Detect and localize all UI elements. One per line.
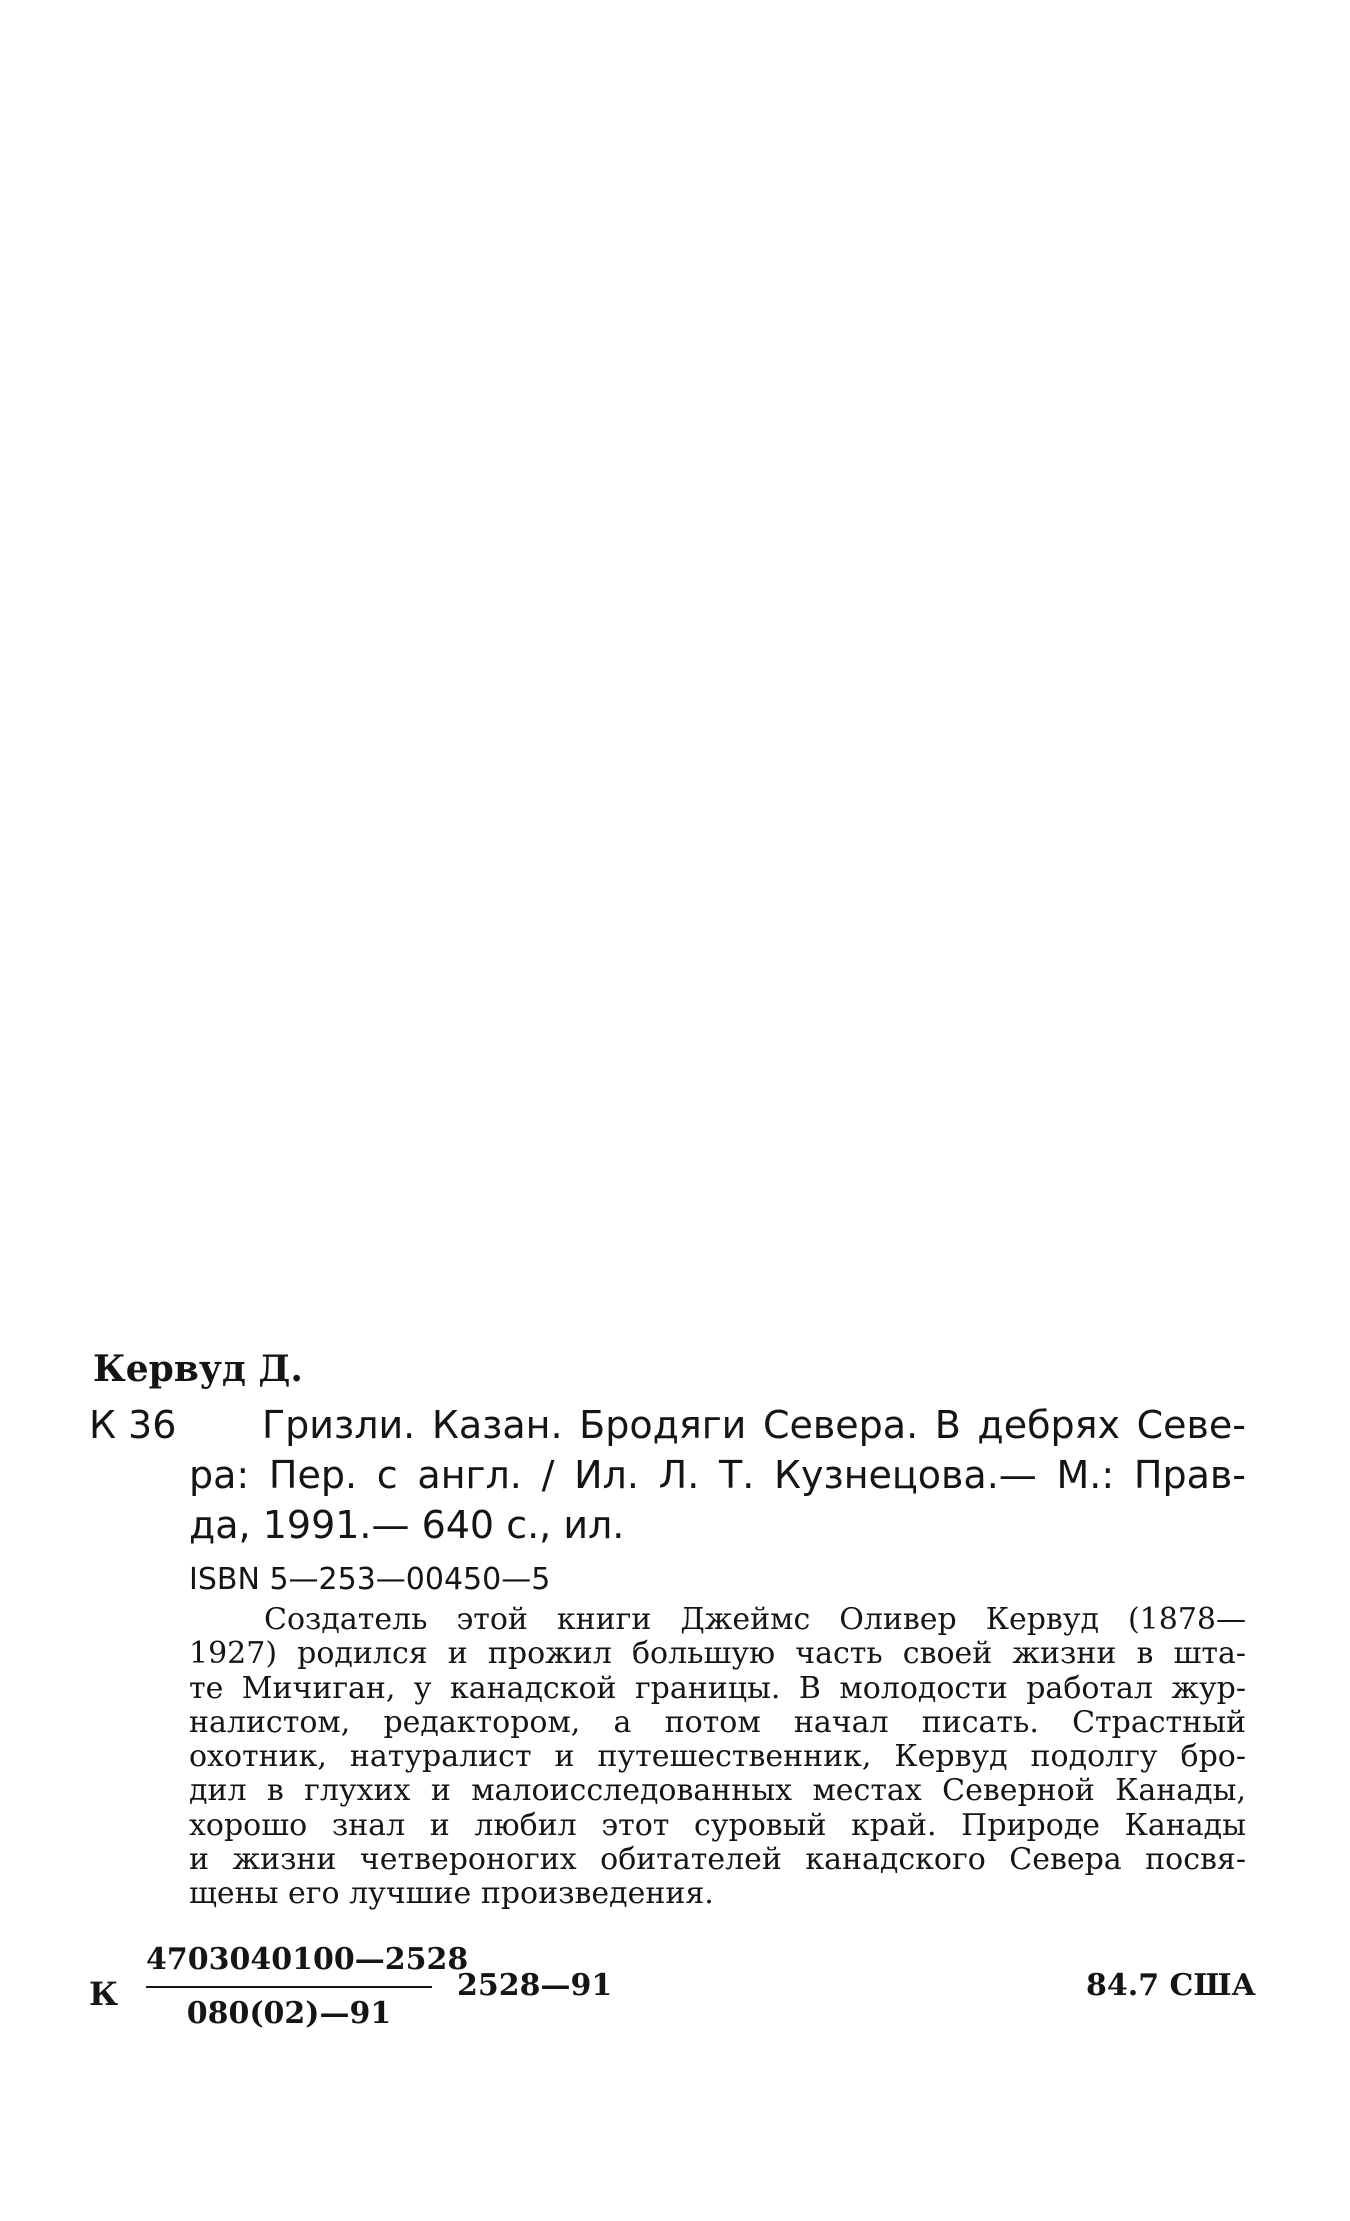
author-cipher: К 36 <box>89 1403 177 1447</box>
annotation-line: налистом, редактором, а потом начал писать. Страстный <box>189 1704 1246 1740</box>
fraction-bar <box>146 1986 432 1988</box>
annotation-line: щены его лучшие произведения. <box>189 1876 714 1912</box>
fraction-denominator: 080(02)—91 <box>186 1996 392 2031</box>
title-line-1: Гризли. Казан. Бродяги Севера. В дебрях Севе- <box>262 1403 1246 1447</box>
annotation-line: Создатель этой книги Джеймс Оливер Кервуд (1878— <box>264 1602 1246 1637</box>
title-line-2: ра: Пер. с англ. / Ил. Л. Т. Кузнецова.— М.: Прав- <box>189 1453 1246 1497</box>
order-number: 2528—91 <box>457 1968 613 2003</box>
annotation-line: те Мичиган, у канадской границы. В молодости работал жур- <box>189 1670 1246 1706</box>
annotation-line: хорошо знал и любил этот суровый край. Природе Канады <box>189 1807 1246 1843</box>
author-heading: Кервуд Д. <box>93 1348 303 1390</box>
isbn: ISBN 5—253—00450—5 <box>189 1562 551 1597</box>
annotation-line: дил в глухих и малоисследованных местах Северной Канады, <box>189 1773 1246 1809</box>
annotation <box>189 1603 1246 1912</box>
bbk-index: 84.7 США <box>1086 1968 1256 2003</box>
title-line-3: да, 1991.— 640 с., ил. <box>189 1503 625 1547</box>
classification-letter: К <box>89 1975 119 2013</box>
classification-fraction <box>146 1940 469 2034</box>
annotation-line: охотник, натуралист и путешественник, Кервуд подолгу бро- <box>189 1739 1246 1775</box>
annotation-line: 1927) родился и прожил большую часть своей жизни в шта- <box>189 1636 1246 1672</box>
annotation-line: и жизни четвероногих обитателей канадского Севера посвя- <box>189 1842 1246 1878</box>
fraction-numerator: 4703040100—2528 <box>146 1942 469 1977</box>
